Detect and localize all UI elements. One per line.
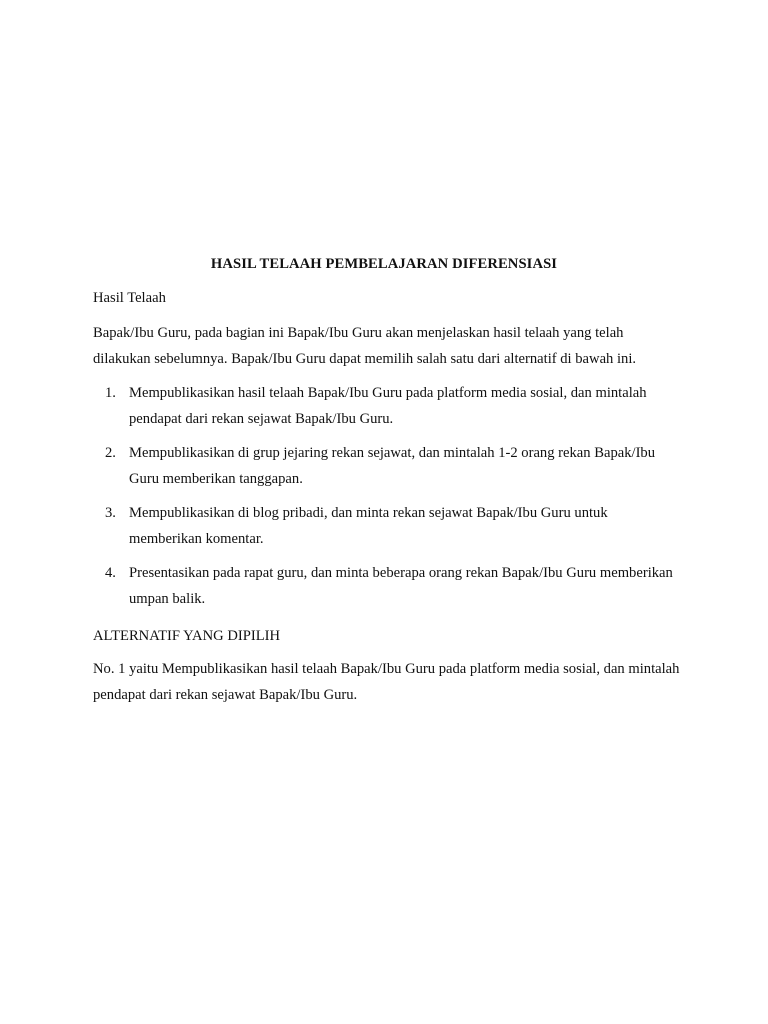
list-item-number: 3. <box>105 505 116 521</box>
list-item <box>93 380 683 432</box>
list-item <box>93 560 683 612</box>
intro-paragraph: Bapak/Ibu Guru, pada bagian ini Bapak/Ibu Guru akan menjelaskan hasil telaah yang telah dilakukan sebelumnya. Bapak/Ibu Guru dapat memilih salah satu dari alternatif di bawah ini. <box>93 325 637 367</box>
alternatives-list <box>93 380 683 620</box>
list-item <box>93 440 683 492</box>
list-item-number: 1. <box>105 385 116 401</box>
list-item-text: Mempublikasikan di grup jejaring rekan sejawat, dan mintalah 1-2 orang rekan Bapak/Ibu Guru memberikan tanggapan. <box>129 445 656 487</box>
list-item-text: Mempublikasikan hasil telaah Bapak/Ibu Guru pada platform media sosial, dan mintalah pendapat dari rekan sejawat Bapak/Ibu Guru. <box>129 385 647 427</box>
list-item-number: 2. <box>105 445 116 461</box>
list-item-text: Presentasikan pada rapat guru, dan minta beberapa orang rekan Bapak/Ibu Guru memberikan umpan balik. <box>129 565 673 607</box>
list-item-number: 4. <box>105 565 116 581</box>
list-item-text: Mempublikasikan di blog pribadi, dan minta rekan sejawat Bapak/Ibu Guru untuk memberikan komentar. <box>129 505 608 547</box>
chosen-alternative-text: No. 1 yaitu Mempublikasikan hasil telaah Bapak/Ibu Guru pada platform media sosial, dan mintalah pendapat dari rekan sejawat Bapak/Ibu Guru. <box>93 661 680 703</box>
chosen-alternative-heading: ALTERNATIF YANG DIPILIH <box>93 628 281 644</box>
section-heading: Hasil Telaah <box>93 290 166 306</box>
document-title: HASIL TELAAH PEMBELAJARAN DIFERENSIASI <box>210 256 558 272</box>
list-item <box>93 500 683 552</box>
